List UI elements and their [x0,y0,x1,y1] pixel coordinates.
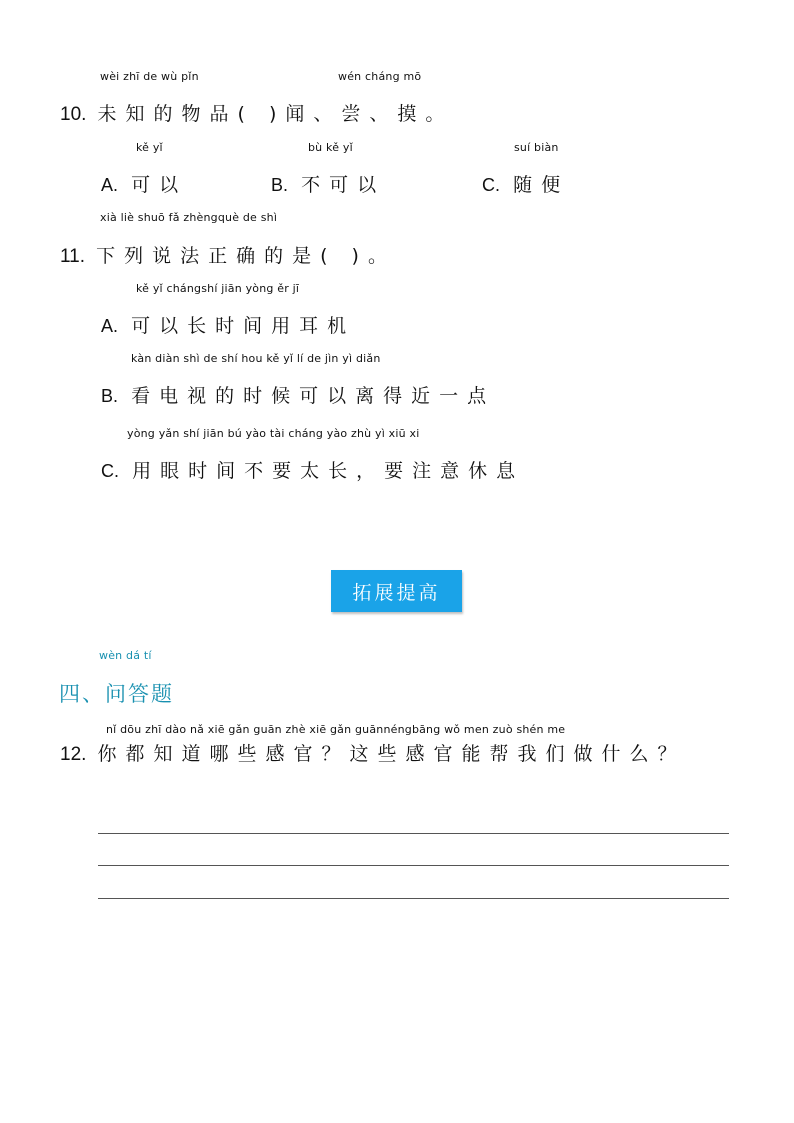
option-a-pinyin: kě yǐ [136,141,163,154]
option-letter: A. [101,316,119,336]
q11-option-a[interactable] [101,311,355,338]
q11-option-b[interactable] [101,381,495,408]
question-number: 11. [60,246,86,267]
option-b-pinyin: bù kě yǐ [308,141,353,154]
option-c-pinyin: suí biàn [514,141,559,154]
answer-line-2[interactable] [98,865,729,866]
option-letter: C. [482,175,500,195]
option-text: 随便 [513,174,570,196]
q11-option-c[interactable] [101,456,524,483]
option-c-pinyin: yòng yǎn shí jiān bú yào tài cháng yào zhù yì xiū xi [127,427,420,440]
question-text: 未知的物品( )闻、尝、摸。 [97,103,454,125]
option-letter: A. [101,175,119,195]
option-text: 可以 [131,174,188,196]
option-text: 看电视的时候可以离得近一点 [131,385,496,407]
q11-pinyin: xià liè shuō fǎ zhèngquè de shì [100,211,278,224]
option-text: 可以长时间用耳机 [131,315,356,337]
q10-option-b[interactable] [271,170,385,197]
option-text: 用眼时间不要太长，要注意休息 [132,460,525,482]
q12-pinyin: nǐ dōu zhī dào nǎ xiē gǎn guān zhè xiē gǎn guānnéngbāng wǒ men zuò shén me [106,723,566,736]
option-letter: B. [271,175,289,195]
question-number: 10. [60,104,87,125]
q10-option-c[interactable] [482,170,569,197]
question-text: 下列说法正确的是( )。 [96,245,396,267]
answer-line-1[interactable] [98,833,729,834]
question-text: 你都知道哪些感官？这些感官能帮我们做什么？ [97,743,686,765]
question-10 [60,99,453,126]
question-number: 12. [60,744,87,765]
section-pinyin: wèn dá tí [99,649,152,662]
extension-banner: 拓展提高 [331,570,462,612]
question-12 [60,739,686,766]
option-b-pinyin: kàn diàn shì de shí hou kě yǐ lí de jìn yì diǎn [131,352,381,365]
option-a-pinyin: kě yǐ chángshí jiān yòng ěr jī [136,282,300,295]
q10-pinyin-a: wèi zhī de wù pǐn [100,70,199,83]
q10-pinyin-b: wén cháng mō [338,70,422,83]
section-title: 四、问答题 [59,682,174,706]
q10-option-a[interactable] [101,170,187,197]
option-letter: C. [101,461,119,481]
option-text: 不可以 [301,174,386,196]
option-letter: B. [101,386,119,406]
question-11 [60,241,396,268]
answer-line-3[interactable] [98,898,729,899]
